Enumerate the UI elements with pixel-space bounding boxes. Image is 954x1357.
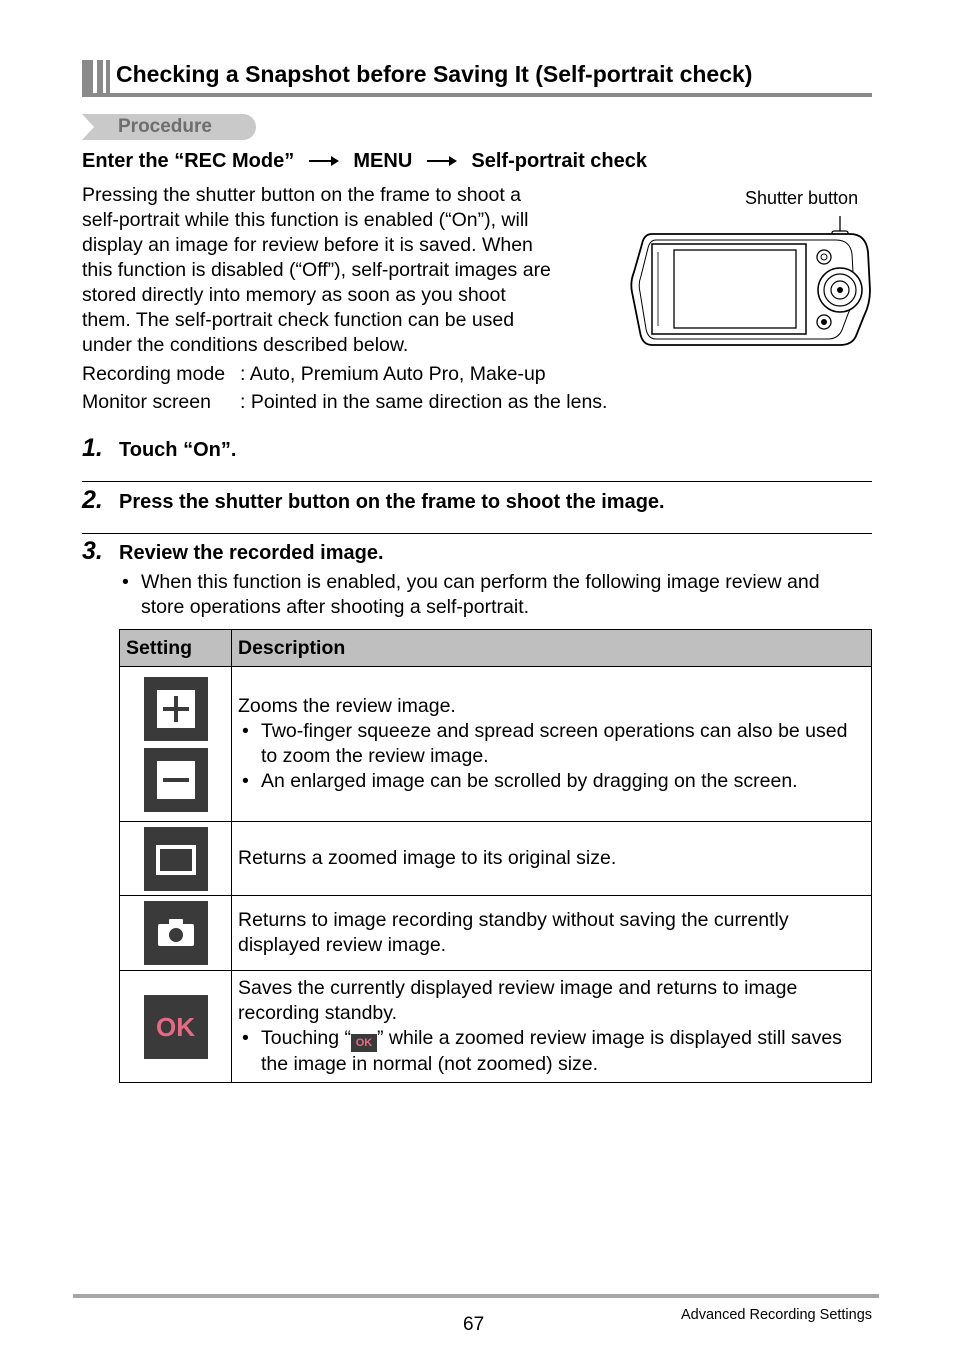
menu-path: [82, 150, 647, 173]
bullet-text: Touching “: [261, 1027, 351, 1049]
condition-label: Monitor screen: [82, 391, 211, 413]
step-3-bullet: [122, 570, 872, 620]
zoom-in-icon: [144, 677, 208, 741]
description-text: Saves the currently displayed review image and returns to image recording standby.: [238, 977, 798, 1024]
shutter-button-label: Shutter button: [745, 188, 859, 208]
step-3: [82, 537, 103, 566]
description-bullet: • An enlarged image can be scrolled by dragging on the screen.: [238, 769, 865, 794]
step-2: [82, 486, 103, 515]
bullet-text: ” while a zoomed review image is displayed still saves the image in normal (not zoomed) size.: [261, 1027, 842, 1075]
table-row: [120, 822, 872, 896]
intro-line: self-portrait while this function is enabled (“On”), will: [82, 209, 529, 231]
camera-back-illustration: [628, 212, 872, 357]
step-number: 3.: [82, 537, 103, 565]
header-accent-bar: [82, 60, 93, 96]
intro-line: them. The self-portrait check function can be used: [82, 309, 515, 331]
header-description: Description: [232, 630, 872, 667]
header-accent-bar: [97, 60, 103, 96]
header-setting: Setting: [120, 630, 232, 667]
description-text: Zooms the review image.: [238, 695, 456, 717]
procedure-chevron-icon: [82, 114, 94, 140]
table-row: [120, 971, 872, 1083]
step-number: 2.: [82, 486, 103, 514]
table-header-row: [120, 630, 872, 667]
menu-path-step: Enter the “REC Mode”: [82, 150, 295, 172]
footer-rule: [73, 1294, 879, 1298]
intro-line: stored directly into memory as soon as you shoot: [82, 284, 506, 306]
ok-icon: [144, 995, 208, 1059]
menu-path-step: MENU: [353, 150, 413, 172]
header-accent-bar: [106, 60, 110, 96]
bullet-line: When this function is enabled, you can perform the following image review and: [141, 571, 820, 593]
description-bullets: [238, 1026, 865, 1077]
intro-line: Pressing the shutter button on the frame to shoot a: [82, 184, 522, 206]
description-text: Returns a zoomed image to its original size.: [238, 847, 617, 869]
footer-section-title: Advanced Recording Settings: [681, 1307, 873, 1323]
menu-path-step: Self-portrait check: [471, 150, 647, 172]
setting-cell: [120, 667, 232, 822]
description-bullet: [238, 1026, 865, 1077]
description-bullets: [238, 719, 865, 794]
intro-line: under the conditions described below.: [82, 334, 409, 356]
ok-icon-label: OK: [156, 1011, 195, 1042]
page-number: 67: [463, 1314, 485, 1335]
description-text: Returns to image recording standby without saving the currently displayed review image.: [238, 909, 789, 956]
description-cell: [232, 971, 872, 1083]
arrow-right-icon: [309, 150, 339, 173]
header-rule: [82, 93, 872, 97]
table-row: [120, 896, 872, 971]
description-cell: [232, 896, 872, 971]
step-number: 1.: [82, 434, 103, 462]
camera-icon: [144, 901, 208, 965]
zoom-out-icon: [144, 748, 208, 812]
setting-cell: [120, 822, 232, 896]
condition-label: Recording mode: [82, 363, 226, 385]
setting-cell: [120, 971, 232, 1083]
bullet-line: store operations after shooting a self-portrait.: [141, 596, 530, 618]
condition-value: : Pointed in the same direction as the lens.: [240, 391, 608, 413]
section-title: Checking a Snapshot before Saving It (Self-portrait check): [116, 61, 753, 87]
settings-table: [119, 629, 872, 1083]
step-divider: [82, 481, 872, 482]
step-1: [82, 434, 103, 463]
description-bullet: • Two-finger squeeze and spread screen operations can also be used to zoom the review image.: [238, 719, 865, 769]
setting-cell: [120, 896, 232, 971]
condition-value: : Auto, Premium Auto Pro, Make-up: [240, 363, 546, 385]
step-text: Review the recorded image.: [119, 542, 384, 564]
procedure-label: Procedure: [118, 116, 212, 137]
condition-monitor-screen: [82, 391, 608, 414]
step-text: Press the shutter button on the frame to shoot the image.: [119, 491, 665, 513]
arrow-right-icon: [427, 150, 457, 173]
description-cell: [232, 667, 872, 822]
intro-paragraph: [82, 183, 602, 358]
original-size-icon: [144, 827, 208, 891]
step-text: Touch “On”.: [119, 439, 237, 461]
bullet-dot: •: [122, 571, 129, 593]
step-divider: [82, 533, 872, 534]
intro-line: this function is disabled (“Off”), self-portrait images are: [82, 259, 551, 281]
condition-recording-mode: [82, 363, 546, 386]
intro-line: display an image for review before it is saved. When: [82, 234, 533, 256]
description-cell: [232, 822, 872, 896]
ok-inline-icon: OK: [351, 1034, 377, 1052]
table-row: [120, 667, 872, 822]
